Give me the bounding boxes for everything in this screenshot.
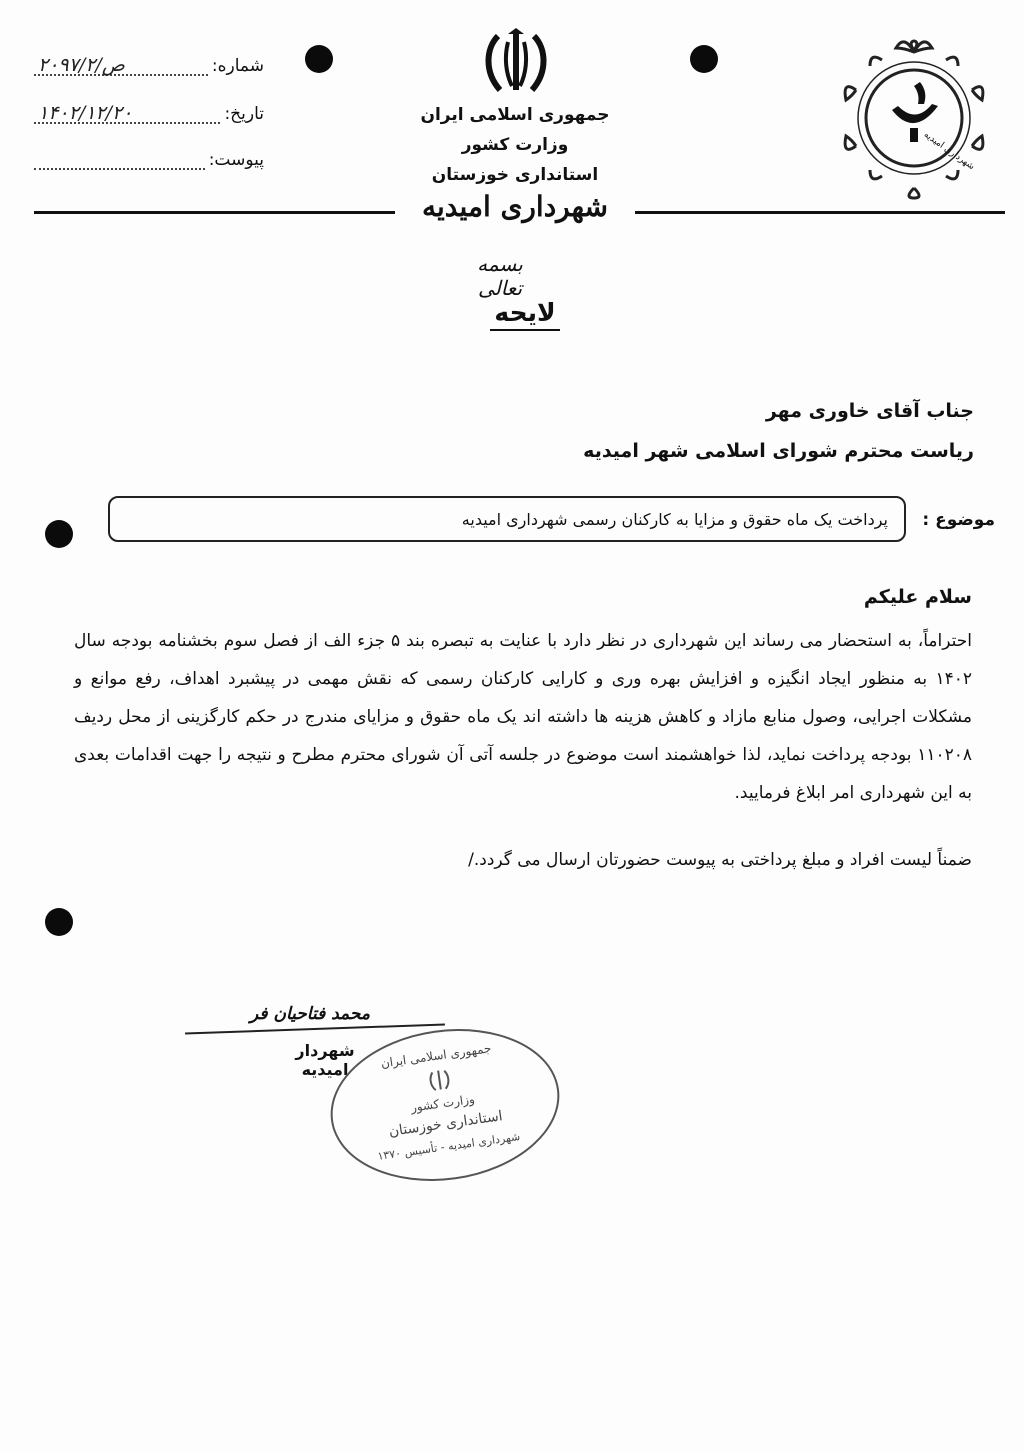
signature-stroke — [185, 1023, 445, 1034]
municipality-logo-icon — [834, 30, 994, 200]
attachment-field — [34, 142, 264, 170]
stamp-line-2: وزارت کشور — [409, 1091, 476, 1115]
punch-hole-top-right — [690, 45, 718, 73]
official-stamp — [321, 1015, 570, 1196]
date-line — [34, 104, 220, 124]
iran-emblem-icon — [478, 28, 554, 100]
attachment-note: ضمناً لیست افراد و مبلغ پرداختی به پیوست حضورتان ارسال می گردد./ — [468, 850, 972, 870]
logo-caption: شهرداری امیدیه — [921, 129, 977, 173]
header-rule-right — [633, 211, 1005, 214]
stamp-line-1: جمهوری اسلامی ایران — [379, 1041, 493, 1071]
stamp-emblem-icon — [426, 1067, 453, 1094]
greeting: سلام علیکم — [863, 586, 972, 608]
punch-hole-top-left — [305, 45, 333, 73]
recipient-line-1: جناب آقای خاوری مهر — [765, 400, 974, 422]
municipality-title: شهرداری امیدیه — [395, 190, 635, 223]
body-paragraph: احتراماً، به استحضار می رساند این شهرداری در نظر دارد با عنایت به تبصره بند ۵ جزء الف از فصل سوم بخشنامه بودجه سال ۱۴۰۲ به منظور ایجاد انگیزه و افزایش بهره وری و کارایی کارکنان رسمی که نقش مهمی در پیشبرد اهداف، رفع موانع و مشکلات اجرایی، وصول منابع مازاد و کاهش هزینه ها داشته اند یک ماه حقوق و مزایای مندرج در حکم کارگزینی از محل ردیف ۱۱۰۲۰۸ بودجه پرداخت نماید، لذا خواهشمند است موضوع در جلسه آتی آن شورای محترم مطرح و نتیجه را جهت اقدامات بعدی به این شهرداری امر ابلاغ فرمایید. — [74, 631, 972, 803]
punch-hole-lower — [45, 908, 73, 936]
attachment-line — [34, 150, 205, 170]
number-line — [34, 56, 208, 76]
number-label: شماره: — [211, 56, 264, 76]
municipality-logo — [834, 30, 994, 200]
header-rule-left — [34, 211, 396, 214]
stamp-line-3: استانداری خوزستان — [387, 1108, 504, 1140]
gov-line-3: استانداری خوزستان — [431, 165, 599, 185]
subject-text: پرداخت یک ماه حقوق و مزایا به کارکنان رسمی شهرداری امیدیه — [461, 509, 888, 529]
attachment-label: پیوست: — [208, 150, 264, 170]
number-field — [34, 48, 264, 76]
gov-line-2: وزارت کشور — [461, 135, 569, 155]
punch-hole-middle — [45, 520, 73, 548]
number-value: ۲۰۹۷/۲/ص — [38, 54, 125, 76]
subject-box — [108, 496, 906, 542]
stamp-line-4: شهرداری امیدیه - تأسیس ۱۳۷۰ — [376, 1129, 521, 1163]
date-field — [34, 96, 264, 124]
date-value: ۱۴۰۲/۱۲/۲۰ — [38, 102, 133, 124]
signer-title: شهردار امیدیه — [295, 1041, 355, 1079]
bill-title: لایحه — [490, 298, 560, 331]
recipient-line-2: ریاست محترم شورای اسلامی شهر امیدیه — [583, 440, 974, 462]
gov-line-1: جمهوری اسلامی ایران — [420, 105, 610, 125]
bismillah: بسمه تعالی — [477, 252, 523, 300]
subject-label: موضوع : — [922, 510, 995, 530]
date-label: تاریخ: — [224, 104, 264, 124]
signer-name: محمد فتاحیان فر — [250, 1004, 370, 1024]
government-lines — [400, 100, 630, 190]
